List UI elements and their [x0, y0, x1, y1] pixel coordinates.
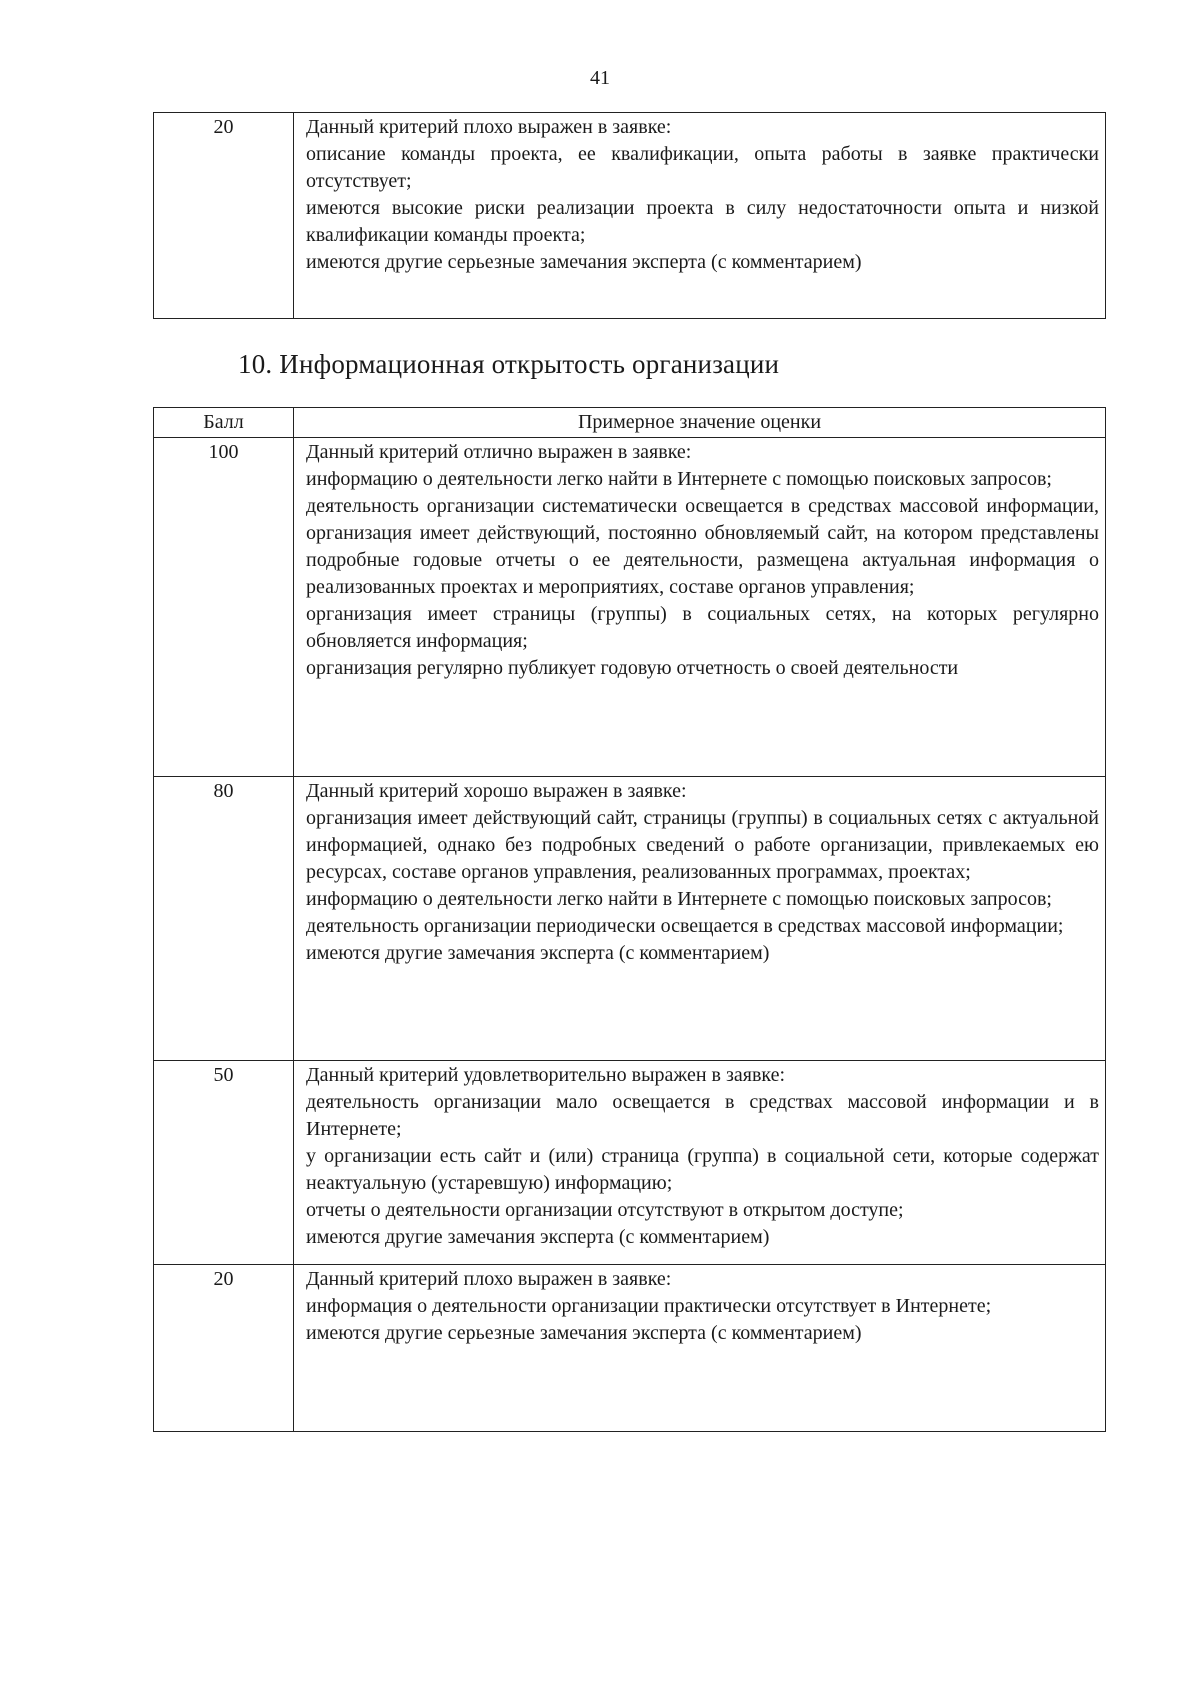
criterion-line: информацию о деятельности легко найти в Интернете с помощью поисковых запросов; [306, 468, 1052, 490]
criterion-line: информация о деятельности организации практически отсутствует в Интернете; [306, 1295, 992, 1317]
criterion-line: имеются высокие риски реализации проекта в силу недостаточности опыта и низкой квалификации команды проекта; [306, 197, 1099, 246]
description-cell [294, 1265, 1106, 1432]
score-cell: 50 [154, 1061, 294, 1265]
score-cell: 20 [154, 1265, 294, 1432]
description-cell [294, 113, 1106, 319]
score-cell: 100 [154, 438, 294, 777]
table-row [154, 113, 1106, 319]
score-cell: 20 [154, 113, 294, 319]
information-openness-table [153, 407, 1106, 1432]
table-row [154, 1061, 1106, 1265]
criterion-line: Данный критерий плохо выражен в заявке: [306, 1268, 672, 1290]
criterion-line: Данный критерий хорошо выражен в заявке: [306, 780, 687, 802]
criterion-line: организация имеет действующий сайт, страницы (группы) в социальных сетях с актуальной информацией, однако без подробных сведений о работе организации, привлекаемых ею ресурсах, составе органов управления, реализованных программах, проектах; [306, 807, 1099, 883]
criterion-line: организация имеет страницы (группы) в социальных сетях, на которых регулярно обновляется информация; [306, 603, 1099, 652]
criterion-line: Данный критерий удовлетворительно выражен в заявке: [306, 1064, 786, 1086]
table-row [154, 1265, 1106, 1432]
score-cell: 80 [154, 777, 294, 1061]
page-number: 41 [590, 67, 610, 89]
section-title: 10. Информационная открытость организации [238, 349, 780, 379]
description-cell [294, 777, 1106, 1061]
criterion-line: имеются другие замечания эксперта (с комментарием) [306, 942, 770, 964]
criterion-line: описание команды проекта, ее квалификации, опыта работы в заявке практически отсутствует; [306, 143, 1099, 192]
criterion-line: организация регулярно публикует годовую отчетность о своей деятельности [306, 657, 959, 679]
description-cell [294, 438, 1106, 777]
description-cell [294, 1061, 1106, 1265]
previous-criterion-table [153, 112, 1106, 319]
table-row [154, 777, 1106, 1061]
table-row [154, 438, 1106, 777]
table-header-row [154, 408, 1106, 438]
criterion-line: имеются другие серьезные замечания эксперта (с комментарием) [306, 1322, 862, 1344]
criterion-line: имеются другие серьезные замечания эксперта (с комментарием) [306, 251, 862, 273]
criterion-line: отчеты о деятельности организации отсутствуют в открытом доступе; [306, 1199, 904, 1221]
criterion-line: деятельность организации мало освещается в средствах массовой информации и в Интернете; [306, 1091, 1099, 1140]
criterion-line: имеются другие замечания эксперта (с комментарием) [306, 1226, 770, 1248]
column-header-description: Примерное значение оценки [294, 408, 1106, 438]
criterion-line: деятельность организации периодически освещается в средствах массовой информации; [306, 915, 1064, 937]
criterion-line: у организации есть сайт и (или) страница (группа) в социальной сети, которые содержат неактуальную (устаревшую) информацию; [306, 1145, 1099, 1194]
column-header-score: Балл [154, 408, 294, 438]
criterion-line: Данный критерий отлично выражен в заявке: [306, 441, 692, 463]
criterion-line: деятельность организации систематически освещается в средствах массовой информации, организация имеет действующий, постоянно обновляемый сайт, на котором представлены подробные годовые отчеты о ее деятельности, размещена актуальная информация о реализованных проектах и мероприятиях, составе органов управления; [306, 495, 1099, 598]
criterion-line: Данный критерий плохо выражен в заявке: [306, 116, 672, 138]
criterion-line: информацию о деятельности легко найти в Интернете с помощью поисковых запросов; [306, 888, 1052, 910]
